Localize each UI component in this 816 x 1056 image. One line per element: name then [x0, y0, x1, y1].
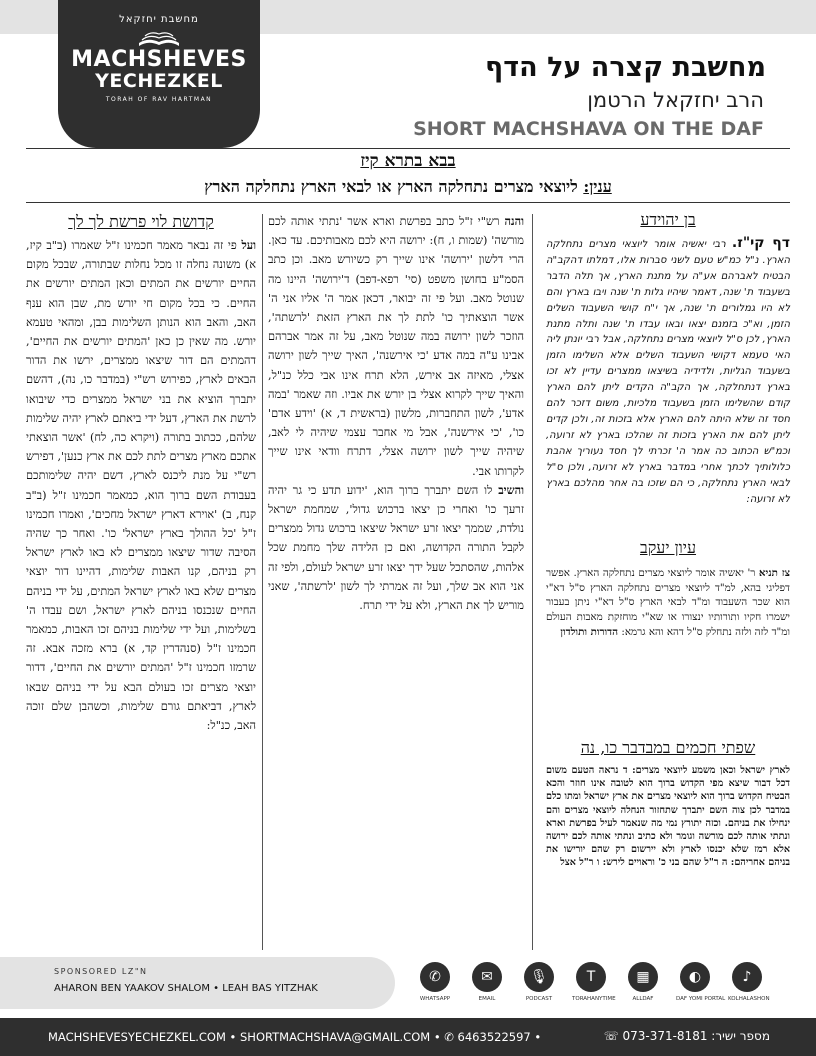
whatsapp-label: WHATSAPP — [419, 996, 451, 1002]
kedushas-levi-text — [26, 236, 256, 735]
topic-divider — [26, 202, 790, 203]
whatsapp-icon: ✆ — [420, 962, 450, 992]
kedushas-levi-heading: קדושת לוי פרשת לך לך — [68, 212, 214, 231]
alldaf-label: ALLDAF — [632, 996, 654, 1002]
kolhalashon-link[interactable] — [728, 962, 770, 1002]
iyun-yaakov-text — [546, 566, 790, 640]
middle-lead: והנה — [504, 214, 524, 228]
footer-bar — [0, 1018, 816, 1056]
logo-tagline: TORAH OF RAV HARTMAN — [105, 96, 213, 103]
header-divider — [26, 148, 790, 149]
footer-contact[interactable]: MACHSHEVESYECHEZKEL.COM • SHORTMACHSHAVA@GMAIL.COM • ✆ 6463522597 • — [48, 1030, 542, 1044]
torahanytime-icon: T — [576, 962, 606, 992]
email-icon: ✉ — [472, 962, 502, 992]
email-link[interactable] — [468, 962, 506, 1002]
alldaf-icon: ▦ — [628, 962, 658, 992]
book-icon — [137, 29, 181, 47]
platform-icons — [410, 962, 790, 1012]
ben-yehoyada-lead: דף קי"ז. — [731, 235, 790, 251]
dafyomi-portal-label: DAF YOMI PORTAL — [676, 996, 726, 1002]
dafyomi-portal-link[interactable] — [676, 962, 726, 1002]
torahanytime-label: TORAHANYTIME — [572, 996, 616, 1002]
kolhalashon-label: KOLHALASHON — [728, 996, 770, 1002]
whatsapp-link[interactable] — [416, 962, 454, 1002]
podcast-icon: 🎙 — [524, 962, 554, 992]
ben-yehoyada-heading: בן יהוידע — [640, 210, 696, 229]
iyun-yaakov-signature: הדורות ותולדון — [560, 625, 619, 638]
iyun-yaakov-body: ר' יאשיה אומר ליוצאי מצרים נתחלקה הארץ. אפשר דפליגי בהא, למ"ד ליוצאי מצרים נתחלקה הארץ ס"ל דא"י הוא שכר השעבוד ומ"ד לבאי הארץ ס"ל דא"י ניתן בעבור ישמרו חקיו ותורותיו ינצורו או שא"י מוחזקת מאבות העולם ומ"ד לזה ולזה נתחלק ס"ל דהא והא גרמא: — [546, 567, 790, 638]
footer-phone[interactable]: מספר ישיר: 073-371-8181 ☏ — [603, 1029, 770, 1043]
column-divider-right — [532, 214, 533, 950]
podcast-label: PODCAST — [525, 996, 553, 1002]
middle-body: רש"י ז"ל כתב בפרשת וארא אשר 'נתתי אותה לכם מורשה' (שמות ו, ח): ירושה היא לכם מאבותיכם. עד כאן. הרי דלשון 'ירושה' אינו שייך רק כשיורש מאב. וכן כתב הסמ"ע בחושן משפט (סי' רפא-דפב) ד'ירושה' היינו מה שנוטל מאב. ועל פי זה יבואר, דכאן אמר ה' אליו אני ה' אשר הוצאתיך כו' לתת לך את הארץ הזאת 'לרשתה', הוזכר לשון ירושה במה שנוטל מאב, על זה אמר אברהם אבינו ע"ה במה אדע 'כי אירשנה', האיך שייך לשון ירושה אצלי, מאיזה אב אירש, הלא תרח אינו אבי כלל כנ"ל, והאיך שייך לקרוא אצלי בן יורש את אביו. וזה שאמר 'במה אדע', לשון התחברות, מלשון (בראשית ד, א) 'וידע אדם' כו', 'כי אירשנה', אבל מי אחבר עצמי שיהיה לי לאב, שיהיה שייך לשון ירושה אצלי, דתרח וודאי אינו שייך לקרותו אבי. — [268, 215, 524, 478]
sifsei-chachamim-text: לארץ ישראל וכאן משמע ליוצאי מצרים: ד נראה הטעם משום דכל דבור שיצא מפי הקדוש ברוך הוא לטובה אינו חוזר והכא הבטיח הקדוש ברוך הוא ליוצאי מצרים את ארץ ישראל ומתו כלם במדבר לכן צוה השם יתברך שתחזור הנחלה ליוצאי מצרים והם ינחילו את בניהם. וכזה יתורץ נמי מה שנאמר לעיל בפרשת וארא ונתתי אותה לכם מורשה וגומר ולא כתיב ונתתי אותה לכם ירושה אלא רמז שלא יכנסו לארץ ולא יירשום רק שהם יורישו את בניהם אחריהם: ה ר"ל שהם בני כ' וראויים לירש: ו ר"ל אצל — [546, 765, 790, 869]
logo-hebrew: מחשבת יחזקאל — [119, 14, 199, 25]
page-title-english: SHORT MACHSHAVA ON THE DAF — [413, 118, 764, 140]
podcast-link[interactable] — [520, 962, 558, 1002]
sponsor-banner — [0, 957, 395, 1009]
column-divider-left — [262, 214, 263, 950]
ben-yehoyada-body: רבי יאשיה אומר ליוצאי מצרים נתחלקה הארץ. נ"ל כמ"ש טעם לשני סברות אלו, דמלתו דהקב"ה הבטיח לאברהם אע"ה על מתנת הארץ, אך תלה הדבר בשעבוד ת' שנה, דאמר שיהיו גלות ת' שנה ויבו בארץ והם לא היו גמלורים ת' שנה, אך י"ח קושי השעבוד השלים הזמן, וא"כ בזמנם יצאו ובאו עבדו ת' שנה ותלה מתנת הארץ, לכן ס"ל ליוצאי מצרים נתחלקה, אבל רבי יונתן ליה האי טעמא דקושי השעבוד השלים אלא השלימו הזמן בשעבוד הגליות, ולדידיה בשיצאו ממצרים עדיין לא זכו בארץ דנתחלקה, אך הקב"ה הקדים ליתן להם הארץ קודם שהשלימו הזמן בשעבוד מלכיות, משום דזכר להם חסד זה שלא היתה להם הארץ אלא בזכות זה, ולכן קדים ליתן להם את הארץ בזכות זה שהלכו בארץ לא זרועה, וכמ"ש הכתוב כה אמר ה' זכרתי לך חסד נעוריך אהבת כלולותיך לכתך אחרי במדבר בארץ לא זרועה, ולכן ס"ל לבאי הארץ נתחלקה, כי הם שזכו בה אחר מהלכם בארץ לא זרועה: — [546, 239, 790, 505]
topic-label: ענין: — [583, 177, 612, 196]
logo-line2: YECHEZKEL — [95, 70, 223, 92]
page-title: מחשבת קצרה על הדף — [485, 52, 766, 83]
alldaf-link[interactable] — [624, 962, 662, 1002]
email-label: EMAIL — [478, 996, 496, 1002]
kedushas-levi-body: פי זה נבאר מאמר חכמינו ז"ל שאמרו (ב"ב קיז, א) משונה נחלה זו מכל נחלות שבתורה, שבכל מקום החיים יורשים את המתים וכאן המתים יורשים את החיים. כי בכל מקום חי יורש מת, שבן הוא ענף האב, והאב הוא הנותן השלימות בבן, ומהאי טעמא יורש. מה שאין כן כאן 'המתים יורשים את החיים', דהמתים הם דור שיצאו ממצרים, ירשו את הדור הבאים לארץ, כפירוש רש"י (במדבר כו, נה), דהשם יתברך הוציא את בני ישראל ממצרים כדי שיבואו לרשת את הארץ, דעל ידי ביאתם לארץ יהיה שלימות שלהם, ככתוב בתורה (ויקרא כה, לח) 'אשר הוצאתי אתכם מארץ מצרים לתת לכם את ארץ כנען', דפירש רש"י על מנת ליכנס לארץ, דשם יהיה שלימותכם בעבודת השם ברוך הוא, כמאמר חכמינו ז"ל (ב"ב קנח, ב) 'אוירא דארץ ישראל מחכים', ואמרו חכמינו ז"ל 'כל ההולך בארץ ישראל' כו'. ואחר כך שהיה הסיבה שדור שיצאו ממצרים לא באו לארץ ישראל רק בניהם, קנו האבות שלימות, דהיינו דור יוצאי מצרים שלא באו לארץ ישראל המתים, על ידי בניהם החיים שנכנסו בניהם לארץ ישראל, ושם עבדו ה' בשלימות, ועל ידי שלימות בניהם זכו האבות, כמאמר חכמינו ז"ל (סנהדרין קד, א) ברא מזכה אבא. זה שרמזו חכמינו ז"ל 'המתים יורשים את החיים', דדור יוצאי מצרים זכו בעולם הבא על ידי בניהם שבאו לארץ, דביאתם גורם שלימות, וכשהבן שלם זוכה האב, כנ"ל: — [26, 239, 256, 733]
iyun-yaakov-lead: צז תניא — [758, 567, 790, 579]
kolhalashon-icon: ♪ — [732, 962, 762, 992]
ben-yehoyada-text — [546, 236, 790, 507]
topic-text: ליוצאי מצרים נתחלקה הארץ או לבאי הארץ נתחלקה הארץ — [204, 177, 578, 196]
topic-line — [0, 177, 816, 197]
middle-reply-lead: והשיב — [498, 482, 524, 497]
torahanytime-link[interactable] — [572, 962, 616, 1002]
logo-line1: MACHSHEVES — [71, 47, 247, 72]
middle-column — [268, 212, 524, 615]
sponsor-label: SPONSORED LZ"N — [54, 967, 148, 976]
daf-reference: בבא בתרא קיז — [360, 151, 456, 171]
author-name: הרב יחזקאל הרטמן — [587, 88, 764, 112]
sifsei-chachamim-heading: שפתי חכמים במבדבר כו, נה — [580, 738, 756, 757]
dafyomi-portal-icon: ◐ — [680, 962, 710, 992]
kedushas-levi-lead: ועל — [241, 238, 257, 252]
iyun-yaakov-heading: עיון יעקב — [639, 538, 697, 557]
sponsor-names: AHARON BEN YAAKOV SHALOM • LEAH BAS YITZHAK — [54, 983, 318, 994]
middle-reply-body: לו השם יתברך ברוך הוא, 'ידוע תדע כי גר יהיה זרעך כו' ואחרי כן יצאו ברכוש גדול', שמחמת ישראל נולדת, שממך יצאו זרע ישראל שיצאו ברכוש גדול ממצרים לקבל התורה הקדושה, ואם כן הלידה שלך מחמת שכל אלהות, שהסתכל שעל ידך יצאו זרע ישראל לעולם, ולפי זה אני הוא אב שלך, ועל זה אמרתי לך לשון 'לרשתה', שאני מוריש לך את הארץ, ולא על ידי תרח. — [268, 483, 524, 613]
logo — [58, 0, 260, 148]
